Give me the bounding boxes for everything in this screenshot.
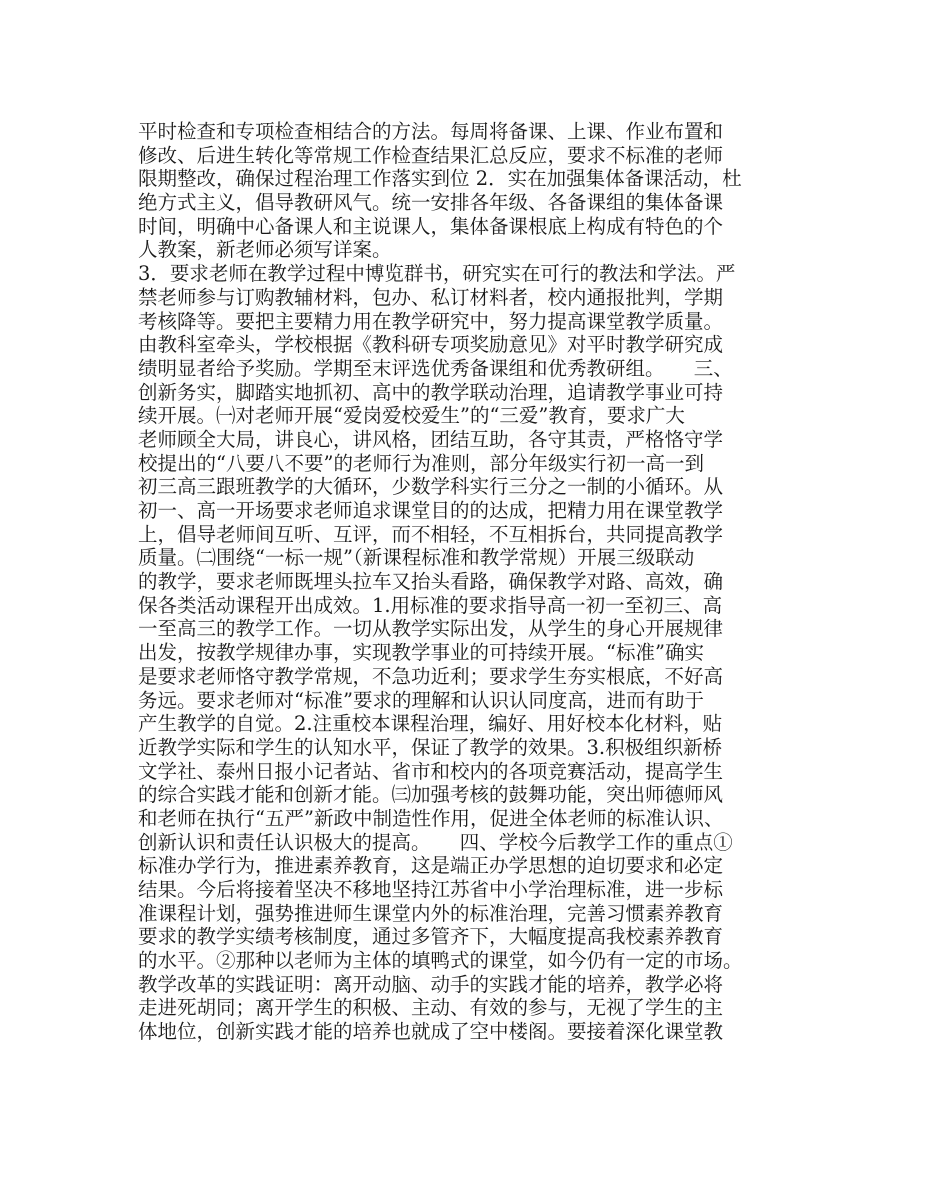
text-line: 的教学，要求老师既埋头拉车又抬头看路，确保教学对路、高效，确 (138, 570, 724, 594)
text-line: 文学社、泰州日报小记者站、省市和校内的各项竞赛活动，提高学生 (138, 759, 724, 783)
text-line: 出发，按教学规律办事，实现教学事业的可持续开展。“标准”确实 (138, 641, 704, 665)
text-line: 禁老师参与订购教辅材料，包办、私订材料者，校内通报批判，学期 (138, 285, 724, 309)
text-line: 平时检查和专项检查相结合的方法。每周将备课、上课、作业布置和 (138, 120, 724, 143)
text-line: 时间，明确中心备课人和主说课人，集体备课根底上构成有特色的个 (138, 214, 724, 238)
document-page (138, 120, 818, 1044)
text-line: 校提出的“八要八不要”的老师行为准则，部分年级实行初一高一到 (138, 451, 704, 475)
text-line: 修改、后进生转化等常规工作检查结果汇总反应，要求不标准的老师 (138, 143, 724, 167)
text-line: 走进死胡同；离开学生的积极、主动、有效的参与，无视了学生的主 (138, 996, 724, 1020)
text-line: 人教案，新老师必须写详案。 (138, 238, 392, 262)
text-line: 质量。㈡围绕“一标一规”（新课程标准和教学常规）开展三级联动 (138, 546, 695, 570)
text-line: 的水平。②那种以老师为主体的填鸭式的课堂，如今仍有一定的市场。 (138, 949, 743, 973)
text-line: 3．要求老师在教学过程中博览群书，研究实在可行的教法和学法。严 (138, 262, 736, 286)
text-line: 上，倡导老师间互听、互评，而不相轻，不互相拆台，共同提高教学 (138, 522, 724, 546)
text-line: 保各类活动课程开出成效。1.用标准的要求指导高一初一至初三、高 (138, 593, 723, 617)
text-line: 由教科室牵头，学校根据《教科研专项奖励意见》对平时教学研究成 (138, 333, 724, 357)
text-line: 一至高三的教学工作。一切从教学实际出发，从学生的身心开展规律 (138, 617, 724, 641)
text-line: 限期整改，确保过程治理工作落实到位 2．实在加强集体备课活动，杜 (138, 167, 742, 191)
text-line: 初一、高一开场要求老师追求课堂目的的达成，把精力用在课堂教学 (138, 499, 724, 522)
body-text (138, 120, 818, 1044)
text-line: 务远。要求老师对“标准”要求的理解和认识认同度高，进而有助于 (138, 688, 704, 712)
text-line: 近教学实际和学生的认知水平，保证了教学的效果。3.积极组织新桥 (138, 735, 723, 759)
text-line: 和老师在执行“五严”新政中制造性作用，促进全体老师的标准认识、 (138, 806, 724, 830)
text-line: 的综合实践才能和创新才能。㈢加强考核的鼓舞功能，突出师德师风 (138, 783, 724, 807)
text-line: 体地位，创新实践才能的培养也就成了空中楼阁。要接着深化课堂教 (138, 1020, 724, 1044)
text-line: 教学改革的实践证明：离开动脑、动手的实践才能的培养，教学必将 (138, 972, 724, 996)
text-line: 绩明显者给予奖励。学期至末评选优秀备课组和优秀教研组。 三、 (138, 356, 733, 380)
text-line: 标准办学行为，推进素养教育，这是端正办学思想的迫切要求和必定 (138, 854, 724, 878)
text-line: 准课程计划，强势推进师生课堂内外的标准治理，完善习惯素养教育 (138, 901, 724, 925)
text-line: 绝方式主义，倡导教研风气。统一安排各年级、各备课组的集体备课 (138, 191, 724, 215)
text-line: 考核降等。要把主要精力用在教学研究中，努力提高课堂教学质量。 (138, 309, 724, 333)
text-line: 产生教学的自觉。2.注重校本课程治理，编好、用好校本化材料，贴 (138, 712, 723, 736)
text-line: 老师顾全大局，讲良心，讲风格，团结互助，各守其责，严格恪守学 (138, 427, 724, 451)
text-line: 要求的教学实绩考核制度，通过多管齐下，大幅度提高我校素养教育 (138, 925, 724, 949)
text-line: 结果。今后将接着坚决不移地坚持江苏省中小学治理标准，进一步标 (138, 878, 724, 901)
text-line: 创新认识和责任认识极大的提高。 四、学校今后教学工作的重点① (138, 830, 733, 854)
text-line: 续开展。㈠对老师开展“爱岗爱校爱生”的“三爱”教育，要求广大 (138, 404, 685, 428)
text-line: 是要求老师恪守教学常规，不急功近利；要求学生夯实根底，不好高 (138, 664, 724, 688)
text-line: 创新务实，脚踏实地抓初、高中的教学联动治理，追请教学事业可持 (138, 380, 724, 404)
text-line: 初三高三跟班教学的大循环，少数学科实行三分之一制的小循环。从 (138, 475, 724, 499)
